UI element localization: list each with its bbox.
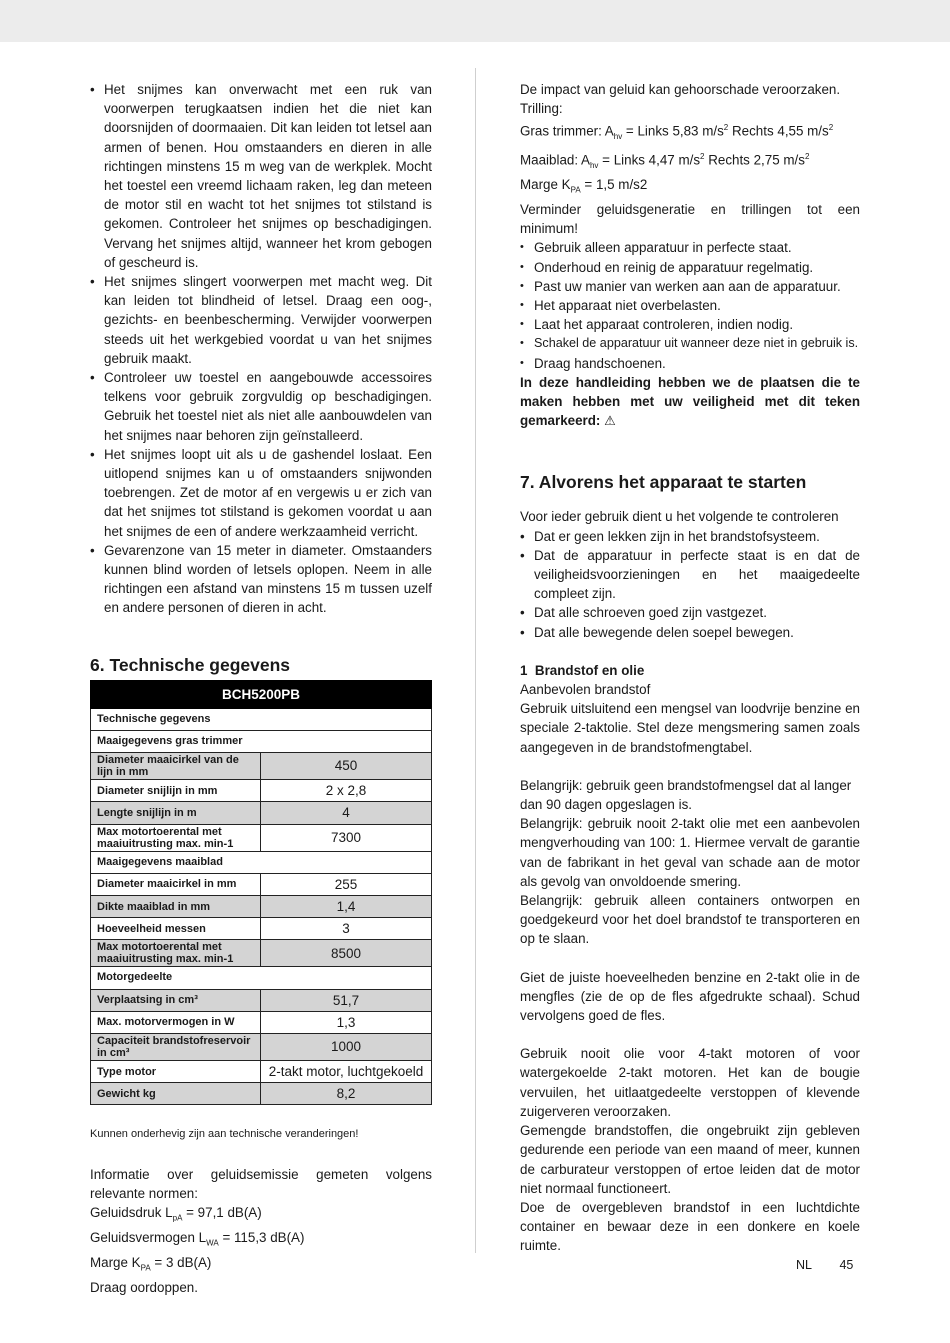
tips-list <box>520 238 860 372</box>
section-title-start: 7. Alvorens het apparaat te starten <box>520 472 807 493</box>
list-item: • Het snijmes loopt uit als u de gashendel loslaat. Een uitlopend snijmes kan u of omstaanders snijwonden toebrengen. Zet de motor af en vergewis u er zich van dat het snijmes tot stilstand is gekomen voordat u aan het snijmes de een of andere werkzaamheid verricht. <box>90 445 432 541</box>
table-row <box>91 940 432 967</box>
table-row <box>91 895 432 917</box>
list-item: • Onderhoud en reinig de apparatuur regelmatig. <box>520 258 860 277</box>
table-row <box>91 1083 432 1105</box>
safety-notice: In deze handleiding hebben we de plaatsen die te maken hebben met uw veiligheid met dit teken gemarkeerd: ⚠ <box>520 374 860 430</box>
list-item: • Past uw manier van werken aan aan de apparatuur. <box>520 277 860 296</box>
page-footer <box>796 1258 853 1272</box>
table-row <box>91 989 432 1011</box>
spec-note: Kunnen onderhevig zijn aan technische veranderingen! <box>90 1128 359 1141</box>
spec-model: BCH5200PB <box>91 680 432 708</box>
safety-bullet-list <box>90 80 432 618</box>
paragraph: Belangrijk: gebruik nooit 2-takt olie met een aanbevolen mengverhouding van 100: 1. Hiermee vervalt de garantie van de fabrikant in het geval van schade aan de motor als gevolg van onvoldoende smering. <box>520 816 860 889</box>
spec-value: 7300 <box>261 824 432 851</box>
list-item: • Schakel de apparatuur uit wanneer deze niet in gebruik is. <box>520 334 860 353</box>
spec-label: Diameter maaicirkel van de lijn in mm <box>91 753 261 780</box>
spec-value: 1,3 <box>261 1011 432 1033</box>
subsection-title: 1 Brandstof en olie <box>520 662 645 678</box>
left-column <box>90 80 432 1297</box>
spec-value: 2-takt motor, luchtgekoeld <box>261 1060 432 1082</box>
list-item: • Draag handschoenen. <box>520 354 860 373</box>
spec-value: 2 x 2,8 <box>261 780 432 802</box>
paragraph: Gebruik nooit olie voor 4-takt motoren of voor watergekoelde 2-takt motoren. Het kan de bougie vervuilen, het uitlaatgedeelte verstoppen of klevende zuigerveren veroorzaken. <box>520 1046 860 1119</box>
list-item: • Het snijmes slingert voorwerpen met macht weg. Dit kan leiden tot blindheid of letsel. Draag een oog-, gezichts- en beenbescherming. Verwijder voorwerpen steeds uit het werkgebied voordat u van het snijmes gebruik maakt. <box>90 272 432 368</box>
check-intro: Voor ieder gebruik dient u het volgende te controleren <box>520 509 839 525</box>
spec-table <box>90 680 432 1106</box>
spec-label: Diameter maaicirkel in mm <box>91 873 261 895</box>
spec-section: Maaigegevens gras trimmer <box>91 730 432 752</box>
list-item: • Controleer uw toestel en aangebouwde accessoires telkens voor gebruik zorgvuldig op beschadigingen. Gebruik het toestel niet als niet alle aanbouwdelen van het snijmes naar behoren zijn geïnstalleerd. <box>90 368 432 445</box>
spec-value: 3 <box>261 918 432 940</box>
spec-label: Max motortoerental met maaiuitrusting max. min-1 <box>91 824 261 851</box>
spec-label: Max motortoerental met maaiuitrusting max. min-1 <box>91 940 261 967</box>
spec-label: Type motor <box>91 1060 261 1082</box>
list-item: • Dat er geen lekken zijn in het brandstofsysteem. <box>520 527 860 546</box>
vibration-gras: Gras trimmer: $A_{hv}$ = Links 5,83 $m/s^2$ Rechts 4,55 $m/s^2$ <box>520 123 834 142</box>
spec-label: Lengte snijlijn in m <box>91 802 261 824</box>
footer-language: NL <box>796 1258 812 1272</box>
table-row <box>91 1011 432 1033</box>
noise-line: Geluidsdruk $L_{pA} = 97,1$ dB(A) <box>90 1204 262 1223</box>
spec-label: Verplaatsing in cm³ <box>91 989 261 1011</box>
spec-section: Maaigegevens maaiblad <box>91 851 432 873</box>
table-row <box>91 780 432 802</box>
table-row <box>91 824 432 851</box>
spec-value: 255 <box>261 873 432 895</box>
vibration-marge: Marge $K_{PA} = 1,5$ m/s2 <box>520 177 648 195</box>
table-row <box>91 918 432 940</box>
list-item: • Laat het apparaat controleren, indien nodig. <box>520 315 860 334</box>
list-item: • Het apparaat niet overbelasten. <box>520 296 860 315</box>
spec-label: Dikte maaiblad in mm <box>91 895 261 917</box>
spec-value: 8,2 <box>261 1083 432 1105</box>
noise-line: Marge $K_{PA} = 3$ dB(A) <box>90 1254 212 1273</box>
table-row <box>91 753 432 780</box>
list-item: • Gevarenzone van 15 meter in diameter. Omstaanders kunnen blind worden of letsels oplopen. Neem in alle richtingen een afstand van minstens 15 m tussen uzelf en andere personen of dieren in acht. <box>90 541 432 618</box>
list-item: • Dat de apparatuur in perfecte staat is en dat de veiligheidsvoorzieningen en het maaigedeelte compleet zijn. <box>520 546 860 604</box>
table-row <box>91 1033 432 1060</box>
warning-icon: ⚠ <box>604 414 616 430</box>
spec-value: 4 <box>261 802 432 824</box>
spec-value: 51,7 <box>261 989 432 1011</box>
vibration-blad: Maaiblad: $A_{hv}$ = Links 4,47 $m/s^2$ Rechts 2,75 $m/s^2$ <box>520 151 810 170</box>
list-item: • Het snijmes kan onverwacht met een ruk van voorwerpen terugkaatsen indien het die niet kan doorsnijden of doormaaien. Dit kan leiden tot letsel aan armen of benen. Hou omstaanders en dieren in alle richtingen minstens 15 m weg van de werkplek. Mocht het toestel een vreemd lichaam raken, leg dan meteen de motor stil en wacht tot het snijmes tot stilstand is gekomen. Controleer het snijmes op beschadigingen. Vervang het snijmes altijd, wanneer het krom gebogen of gescheurd is. <box>90 80 432 272</box>
noise-intro: Informatie over geluidsemissie gemeten volgens relevante normen: <box>90 1166 432 1201</box>
spec-label: Gewicht kg <box>91 1083 261 1105</box>
page-number: 45 <box>839 1258 854 1272</box>
spec-label: Capaciteit brandstofreservoir in cm³ <box>91 1033 261 1060</box>
spec-label: Max. motorvermogen in W <box>91 1011 261 1033</box>
column-divider <box>475 68 476 1253</box>
spec-value: 8500 <box>261 940 432 967</box>
paragraph: Belangrijk: gebruik alleen containers ontworpen en goedgekeurd voor het doel brandstof te transporteren en op te slaan. <box>520 893 860 947</box>
top-band <box>0 0 950 42</box>
vibration-label: Trilling: <box>520 101 563 117</box>
right-column <box>520 80 860 1256</box>
table-row <box>91 802 432 824</box>
impact-text: De impact van geluid kan gehoorschade veroorzaken. <box>520 82 841 97</box>
spec-value: 450 <box>261 753 432 780</box>
paragraph: Gebruik uitsluitend een mengsel van loodvrije benzine en speciale 2-taktolie. Stel deze mengsmering samen zoals aangegeven in de brandstofmengtabel. <box>520 701 860 755</box>
paragraph: Giet de juiste hoeveelheden benzine en 2-takt olie in de mengfles (zie de op de fles afgedrukte schaal). Schud vervolgens goed de fles. <box>520 969 860 1024</box>
paragraph: Doe de overgebleven brandstof in een luchtdichte container en bewaar deze in een donkere en koele ruimte. <box>520 1199 860 1254</box>
noise-last: Draag oordoppen. <box>90 1279 198 1295</box>
list-item: • Dat alle bewegende delen soepel bewegen. <box>520 623 860 642</box>
table-row <box>91 873 432 895</box>
spec-label: Hoeveelheid messen <box>91 918 261 940</box>
list-item: • Dat alle schroeven goed zijn vastgezet. <box>520 603 860 622</box>
spec-value: 1000 <box>261 1033 432 1060</box>
section-title-technical: 6. Technische gegevens <box>90 654 291 675</box>
paragraph: Belangrijk: gebruik geen brandstofmengsel dat al langer dan 90 dagen opgeslagen is. <box>520 777 852 813</box>
list-item: • Gebruik alleen apparatuur in perfecte staat. <box>520 238 860 257</box>
noise-line: Geluidsvermogen $L_{WA} = 115,3$ dB(A) <box>90 1229 305 1248</box>
check-list <box>520 527 860 642</box>
reduce-text: Verminder geluidsgeneratie en trillingen tot een minimum! <box>520 201 860 237</box>
spec-value: 1,4 <box>261 895 432 917</box>
spec-label: Diameter snijlijn in mm <box>91 780 261 802</box>
table-row <box>91 1060 432 1082</box>
spec-section: Motorgedeelte <box>91 967 432 989</box>
spec-header-row: Technische gegevens <box>91 708 432 730</box>
paragraph: Gemengde brandstoffen, die ongebruikt zijn gebleven gedurende een periode van een maand of meer, kunnen de carburateur verstoppen of ertoe leiden dat de motor niet normaal functioneert. <box>520 1123 860 1196</box>
subsection-line: Aanbevolen brandstof <box>520 682 651 698</box>
